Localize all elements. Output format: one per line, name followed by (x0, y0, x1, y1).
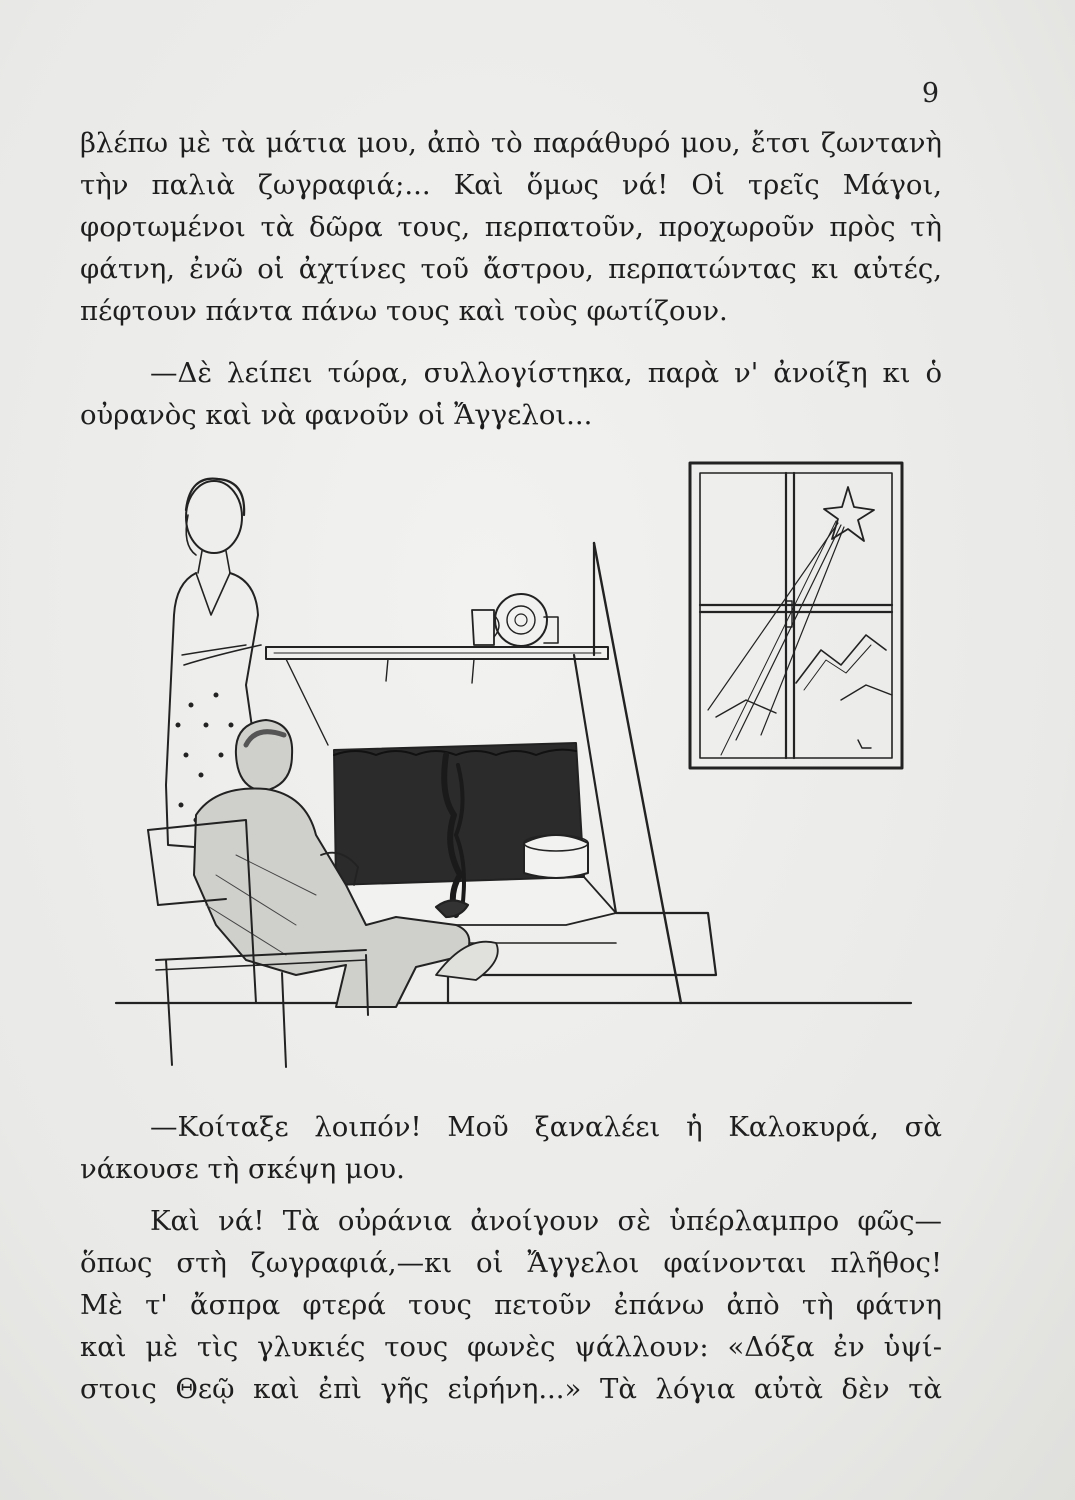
text-line: φορτωμένοι τὰ δῶρα τους, περπατοῦν, προχωροῦν πρὸς τὴ (80, 211, 942, 243)
paragraph-3 (80, 1106, 942, 1190)
page-number: 9 (921, 78, 939, 109)
text-line: ὅπως στὴ ζωγραφιά,—κι οἱ Ἄγγελοι φαίνονται πλῆθος! (80, 1247, 942, 1279)
plate-and-jug (472, 594, 558, 646)
paragraph-1 (80, 122, 942, 332)
text-line: τὴν παλιὰ ζωγραφιά;... Καὶ ὅμως νά! Οἱ τρεῖς Μάγοι, (80, 169, 942, 201)
text-line: πέφτουν πάντα πάνω τους καὶ τοὺς φωτίζουν. (80, 295, 728, 327)
text-line: —Κοίταξε λοιπόν! Μοῦ ξαναλέει ἡ Καλοκυρά, σὰ (150, 1111, 942, 1143)
paragraph-2 (80, 352, 942, 436)
cooking-pot (524, 835, 588, 878)
fireplace-illustration (96, 455, 926, 1075)
text-line: νάκουσε τὴ σκέψη μου. (80, 1153, 405, 1185)
text-line: βλέπω μὲ τὰ μάτια μου, ἀπὸ τὸ παράθυρό μου, ἔτσι ζωντανὴ (80, 127, 942, 159)
text-line: —Δὲ λείπει τώρα, συλλογίστηκα, παρὰ ν' ἀνοίξη κι ὁ (150, 357, 942, 389)
text-line: στοις Θεῷ καὶ ἐπὶ γῆς εἰρήνη...» Τὰ λόγια αὐτὰ δὲν τὰ (80, 1373, 942, 1405)
text-line: οὐρανὸς καὶ νὰ φανοῦν οἱ Ἄγγελοι... (80, 399, 593, 431)
text-line: Καὶ νά! Τὰ οὐράνια ἀνοίγουν σὲ ὑπέρλαμπρο φῶς— (150, 1205, 942, 1237)
paragraph-4 (80, 1200, 942, 1410)
mantel-shelf (266, 647, 608, 745)
text-line: φάτνη, ἐνῶ οἱ ἀχτίνες τοῦ ἄστρου, περπατώντας κι αὐτές, (80, 253, 942, 285)
text-line: Μὲ τ' ἄσπρα φτερά τους πετοῦν ἐπάνω ἀπὸ τὴ φάτνη (80, 1289, 942, 1321)
text-line: καὶ μὲ τὶς γλυκιές τους φωνὲς ψάλλουν: «Δόξα ἐν ὑψί- (80, 1331, 942, 1363)
window (690, 463, 902, 768)
